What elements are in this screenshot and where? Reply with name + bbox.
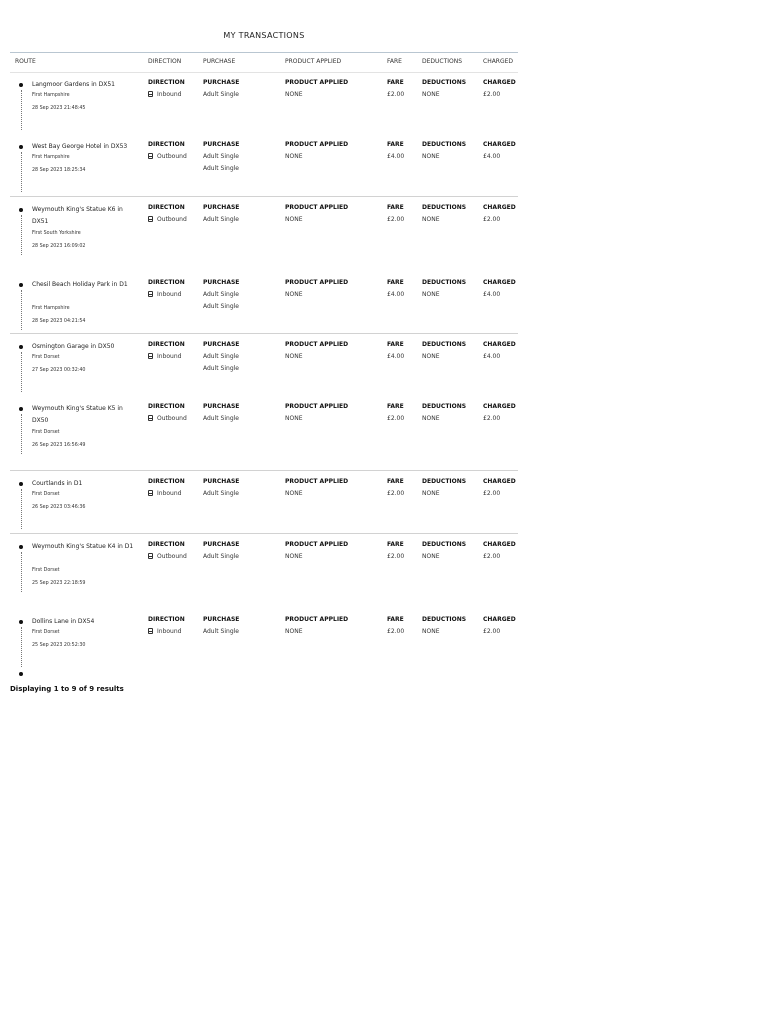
fare-value: £2.00 (387, 216, 405, 223)
purchase-cell (203, 139, 239, 175)
deductions-label: DEDUCTIONS (422, 478, 467, 485)
purchase-item: Adult Single (203, 415, 239, 422)
charged-cell (483, 401, 516, 425)
product-applied-value: NONE (285, 415, 303, 422)
timestamp: 28 Sep 2023 16:09:02 (32, 244, 86, 249)
route-name: Courtlands in D1 (32, 480, 83, 487)
direction-cell (148, 401, 187, 425)
route-name: Dollins Lane in DX54 (32, 618, 95, 625)
purchase-cell (203, 339, 239, 375)
direction-text: Outbound (157, 553, 187, 560)
deductions-value: NONE (422, 415, 440, 422)
charged-value: £4.00 (483, 353, 501, 360)
fare-cell (387, 77, 404, 101)
fare-label: FARE (387, 341, 404, 348)
deductions-label: DEDUCTIONS (422, 616, 467, 623)
deductions-cell (422, 339, 466, 363)
product-applied-cell (285, 139, 348, 163)
operator-name: First Hampshire (32, 93, 70, 98)
timeline-connector (21, 352, 22, 392)
bus-icon (148, 291, 153, 297)
timestamp: 25 Sep 2023 22:18:59 (32, 581, 86, 586)
direction-value (148, 89, 185, 101)
transaction-row[interactable] (10, 71, 518, 131)
timestamp: 25 Sep 2023 20:52:30 (32, 643, 86, 648)
direction-label: DIRECTION (148, 616, 185, 623)
timeline-connector (21, 627, 22, 667)
transaction-row[interactable] (10, 196, 518, 256)
timeline-bullet (19, 208, 23, 212)
deductions-value: NONE (422, 291, 440, 298)
direction-cell (148, 539, 187, 563)
product-applied-label: PRODUCT APPLIED (285, 478, 349, 485)
bus-icon (148, 216, 153, 222)
product-applied-cell (285, 539, 348, 563)
purchase-item: Adult Single (203, 291, 239, 298)
fare-label: FARE (387, 204, 404, 211)
product-applied-cell (285, 277, 348, 301)
deductions-value: NONE (422, 490, 440, 497)
direction-cell (148, 339, 185, 363)
timestamp: 28 Sep 2023 21:48:45 (32, 106, 86, 111)
transaction-row[interactable] (10, 271, 518, 331)
direction-value (148, 488, 185, 500)
column-header-deductions: DEDUCTIONS (422, 58, 463, 65)
charged-label: CHARGED (483, 204, 516, 211)
charged-cell (483, 139, 516, 163)
charged-value: £2.00 (483, 91, 501, 98)
purchase-cell (203, 77, 239, 101)
direction-text: Inbound (157, 91, 182, 98)
timestamp: 28 Sep 2023 04:21:54 (32, 319, 86, 324)
fare-value: £2.00 (387, 91, 405, 98)
timeline-connector (21, 414, 22, 454)
charged-label: CHARGED (483, 341, 516, 348)
transaction-row[interactable] (10, 470, 518, 530)
deductions-label: DEDUCTIONS (422, 341, 467, 348)
direction-value (148, 214, 187, 226)
charged-cell (483, 539, 516, 563)
product-applied-cell (285, 401, 348, 425)
operator-name: First Dorset (32, 630, 60, 635)
fare-value: £2.00 (387, 415, 405, 422)
charged-label: CHARGED (483, 279, 516, 286)
fare-cell (387, 339, 404, 363)
charged-label: CHARGED (483, 79, 516, 86)
direction-label: DIRECTION (148, 204, 185, 211)
bus-icon (148, 353, 153, 359)
route-name: Osmington Garage in DX50 (32, 343, 115, 350)
fare-label: FARE (387, 79, 404, 86)
transaction-row[interactable] (10, 133, 518, 193)
bus-icon (148, 415, 153, 421)
route-name: West Bay George Hotel in DX53 (32, 143, 128, 150)
column-header-charged: CHARGED (483, 58, 514, 65)
fare-value: £4.00 (387, 153, 405, 160)
timeline-connector (21, 152, 22, 192)
purchase-item: Adult Single (203, 153, 239, 160)
deductions-value: NONE (422, 553, 440, 560)
column-header-product: PRODUCT APPLIED (285, 58, 342, 65)
deductions-label: DEDUCTIONS (422, 279, 467, 286)
charged-label: CHARGED (483, 541, 516, 548)
timeline-connector (21, 215, 22, 255)
purchase-item: Adult Single (203, 91, 239, 98)
bus-icon (148, 490, 153, 496)
page-title: MY TRANSACTIONS (223, 31, 305, 40)
charged-cell (483, 77, 516, 101)
charged-value: £2.00 (483, 490, 501, 497)
purchase-cell (203, 277, 239, 313)
transaction-row[interactable] (10, 395, 518, 455)
deductions-value: NONE (422, 353, 440, 360)
direction-cell (148, 277, 185, 301)
charged-value: £2.00 (483, 628, 501, 635)
timeline-connector (21, 552, 22, 592)
purchase-cell (203, 614, 239, 638)
timestamp: 28 Sep 2023 18:25:34 (32, 168, 86, 173)
product-applied-cell (285, 202, 348, 226)
fare-cell (387, 139, 404, 163)
timestamp: 27 Sep 2023 00:32:40 (32, 368, 86, 373)
product-applied-cell (285, 614, 348, 638)
charged-cell (483, 476, 516, 500)
product-applied-value: NONE (285, 91, 303, 98)
table-header (10, 52, 518, 73)
fare-value: £4.00 (387, 353, 405, 360)
direction-text: Inbound (157, 490, 182, 497)
timeline-connector (21, 489, 22, 529)
purchase-label: PURCHASE (203, 541, 240, 548)
deductions-cell (422, 139, 466, 163)
operator-name: First Dorset (32, 355, 60, 360)
direction-text: Outbound (157, 216, 187, 223)
transaction-row[interactable] (10, 333, 518, 393)
timeline-bullet (19, 482, 23, 486)
charged-cell (483, 614, 516, 638)
deductions-cell (422, 476, 466, 500)
purchase-label: PURCHASE (203, 341, 240, 348)
purchase-item: Adult Single (203, 353, 239, 360)
direction-cell (148, 139, 187, 163)
charged-value: £2.00 (483, 553, 501, 560)
fare-value: £2.00 (387, 490, 405, 497)
product-applied-cell (285, 476, 348, 500)
route-name: Chesil Beach Holiday Park in D1 (32, 281, 128, 288)
charged-value: £4.00 (483, 291, 501, 298)
product-applied-value: NONE (285, 353, 303, 360)
purchase-label: PURCHASE (203, 141, 240, 148)
direction-text: Inbound (157, 628, 182, 635)
timeline-bullet (19, 145, 23, 149)
timeline-connector (21, 290, 22, 330)
product-applied-value: NONE (285, 216, 303, 223)
fare-cell (387, 202, 404, 226)
direction-label: DIRECTION (148, 341, 185, 348)
product-applied-label: PRODUCT APPLIED (285, 79, 349, 86)
deductions-cell (422, 277, 466, 301)
purchase-item: Adult Single (203, 628, 239, 635)
route-name: Langmoor Gardens in DX51 (32, 81, 115, 88)
timestamp: 26 Sep 2023 03:46:36 (32, 505, 86, 510)
charged-cell (483, 339, 516, 363)
deductions-cell (422, 401, 466, 425)
deductions-cell (422, 614, 466, 638)
deductions-value: NONE (422, 628, 440, 635)
transaction-row[interactable] (10, 533, 518, 593)
direction-label: DIRECTION (148, 141, 185, 148)
operator-name: First Dorset (32, 430, 60, 435)
fare-cell (387, 614, 404, 638)
bus-icon (148, 553, 153, 559)
fare-cell (387, 476, 404, 500)
purchase-label: PURCHASE (203, 79, 240, 86)
column-header-route: ROUTE (15, 58, 36, 65)
fare-label: FARE (387, 541, 404, 548)
fare-label: FARE (387, 141, 404, 148)
bus-icon (148, 91, 153, 97)
route-name: Weymouth King's Statue K5 in DX50 (32, 405, 123, 424)
product-applied-value: NONE (285, 553, 303, 560)
purchase-item: Adult Single (203, 165, 239, 172)
fare-cell (387, 401, 404, 425)
product-applied-label: PRODUCT APPLIED (285, 541, 349, 548)
product-applied-value: NONE (285, 153, 303, 160)
charged-value: £2.00 (483, 415, 501, 422)
purchase-item: Adult Single (203, 553, 239, 560)
fare-label: FARE (387, 616, 404, 623)
fare-cell (387, 539, 404, 563)
charged-cell (483, 277, 516, 301)
bus-icon (148, 628, 153, 634)
results-summary: Displaying 1 to 9 of 9 results (10, 685, 124, 693)
direction-text: Outbound (157, 153, 187, 160)
direction-value (148, 413, 187, 425)
charged-label: CHARGED (483, 403, 516, 410)
deductions-label: DEDUCTIONS (422, 403, 467, 410)
purchase-cell (203, 539, 239, 563)
purchase-label: PURCHASE (203, 616, 240, 623)
product-applied-label: PRODUCT APPLIED (285, 616, 349, 623)
timeline-bullet (19, 407, 23, 411)
direction-text: Inbound (157, 291, 182, 298)
direction-label: DIRECTION (148, 541, 185, 548)
timeline-bullet (19, 620, 23, 624)
purchase-item: Adult Single (203, 216, 239, 223)
operator-name: First Dorset (32, 492, 60, 497)
column-header-direction: DIRECTION (148, 58, 182, 65)
charged-cell (483, 202, 516, 226)
direction-value (148, 351, 185, 363)
direction-value (148, 551, 187, 563)
fare-value: £2.00 (387, 628, 405, 635)
direction-label: DIRECTION (148, 279, 185, 286)
product-applied-label: PRODUCT APPLIED (285, 341, 349, 348)
direction-cell (148, 77, 185, 101)
direction-text: Outbound (157, 415, 187, 422)
purchase-label: PURCHASE (203, 204, 240, 211)
purchase-label: PURCHASE (203, 403, 240, 410)
fare-label: FARE (387, 403, 404, 410)
product-applied-value: NONE (285, 490, 303, 497)
purchase-item: Adult Single (203, 365, 239, 372)
deductions-label: DEDUCTIONS (422, 141, 467, 148)
direction-label: DIRECTION (148, 79, 185, 86)
column-header-purchase: PURCHASE (203, 58, 236, 65)
direction-value (148, 626, 185, 638)
purchase-cell (203, 401, 239, 425)
bus-icon (148, 153, 153, 159)
purchase-label: PURCHASE (203, 478, 240, 485)
purchase-item: Adult Single (203, 490, 239, 497)
product-applied-value: NONE (285, 291, 303, 298)
fare-cell (387, 277, 404, 301)
product-applied-label: PRODUCT APPLIED (285, 141, 349, 148)
timeline-bullet (19, 283, 23, 287)
product-applied-value: NONE (285, 628, 303, 635)
fare-label: FARE (387, 279, 404, 286)
deductions-label: DEDUCTIONS (422, 79, 467, 86)
route-name: Weymouth King's Statue K6 in DX51 (32, 206, 123, 225)
charged-label: CHARGED (483, 616, 516, 623)
direction-cell (148, 614, 185, 638)
route-name: Weymouth King's Statue K4 in D1 (32, 543, 134, 550)
fare-label: FARE (387, 478, 404, 485)
charged-value: £4.00 (483, 153, 501, 160)
direction-value (148, 151, 187, 163)
direction-cell (148, 476, 185, 500)
purchase-cell (203, 202, 239, 226)
product-applied-cell (285, 339, 348, 363)
direction-cell (148, 202, 187, 226)
product-applied-label: PRODUCT APPLIED (285, 403, 349, 410)
charged-label: CHARGED (483, 141, 516, 148)
operator-name: First Dorset (32, 568, 60, 573)
column-header-fare: FARE (387, 58, 402, 65)
deductions-label: DEDUCTIONS (422, 541, 467, 548)
timestamp: 26 Sep 2023 16:56:49 (32, 443, 86, 448)
timeline-end-bullet (19, 672, 23, 676)
operator-name: First Hampshire (32, 306, 70, 311)
purchase-label: PURCHASE (203, 279, 240, 286)
timeline-connector (21, 90, 22, 130)
charged-label: CHARGED (483, 478, 516, 485)
deductions-cell (422, 202, 466, 226)
deductions-value: NONE (422, 216, 440, 223)
charged-value: £2.00 (483, 216, 501, 223)
product-applied-label: PRODUCT APPLIED (285, 204, 349, 211)
deductions-cell (422, 77, 466, 101)
deductions-value: NONE (422, 153, 440, 160)
operator-name: First South Yorkshire (32, 231, 81, 236)
deductions-label: DEDUCTIONS (422, 204, 467, 211)
direction-text: Inbound (157, 353, 182, 360)
purchase-item: Adult Single (203, 303, 239, 310)
transaction-row[interactable] (10, 608, 518, 668)
product-applied-cell (285, 77, 348, 101)
product-applied-label: PRODUCT APPLIED (285, 279, 349, 286)
direction-label: DIRECTION (148, 478, 185, 485)
timeline-bullet (19, 545, 23, 549)
direction-value (148, 289, 185, 301)
operator-name: First Hampshire (32, 155, 70, 160)
deductions-value: NONE (422, 91, 440, 98)
fare-value: £4.00 (387, 291, 405, 298)
fare-value: £2.00 (387, 553, 405, 560)
timeline-bullet (19, 345, 23, 349)
direction-label: DIRECTION (148, 403, 185, 410)
timeline-bullet (19, 83, 23, 87)
purchase-cell (203, 476, 239, 500)
deductions-cell (422, 539, 466, 563)
